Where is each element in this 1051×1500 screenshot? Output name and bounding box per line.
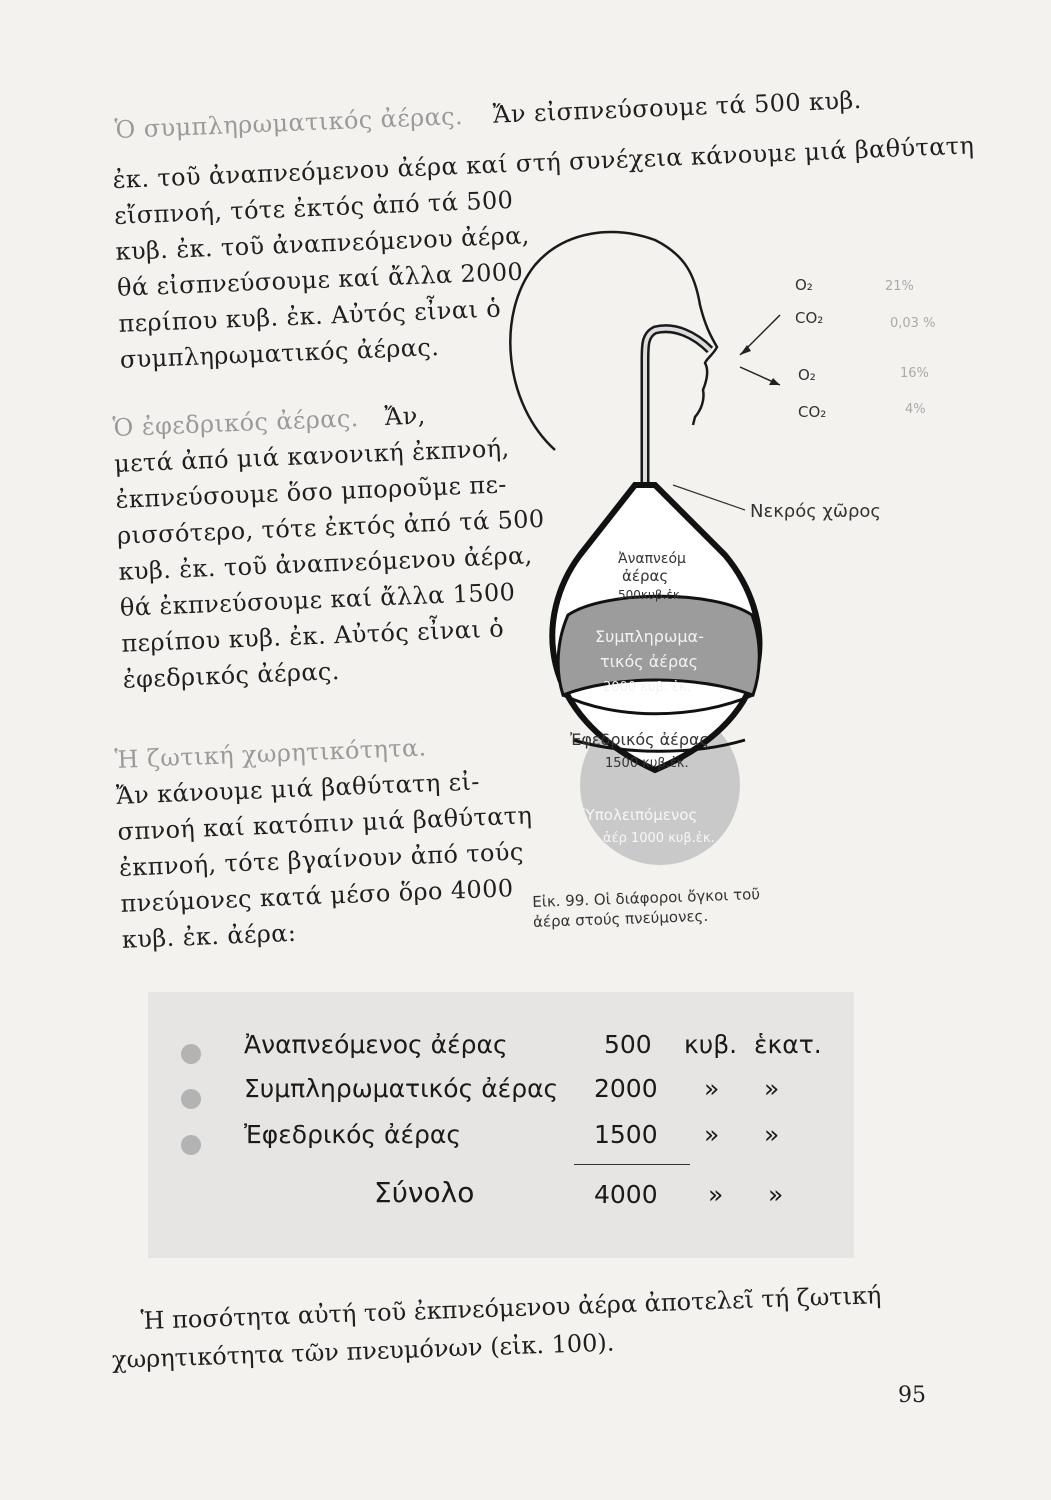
caption-line: Εἰκ. 99. Οἱ διάφοροι ὄγκοι τοῦ [532,885,761,911]
figure-caption [532,882,833,932]
bullet-icon [181,1135,201,1155]
paragraph-line: Ἡ ποσότητα αὐτή τοῦ ἐκπνεόμενου ἀέρα ἀποτελεῖ τή ζωτική [140,1281,882,1335]
paragraph-line: ἐφεδρικός ἀέρας. [122,657,341,694]
row-reserve-unit: » [764,1120,780,1149]
row-complementary-unit: » [704,1074,720,1103]
paragraph-reserve-air [112,394,546,698]
paragraph-text: Ἄν, [384,401,427,432]
row-total-unit: » [708,1180,724,1209]
row-tidal-unit: κυβ. [684,1030,738,1059]
exhaled-o2-label: O₂ [798,366,816,384]
complementary-air-volume: 2000 κυβ. ἐκ. [603,680,691,695]
row-tidal-unit: ἑκατ. [754,1030,822,1059]
tidal-air-label: Ἀναπνεόμ [618,551,686,567]
paragraph-line: μετά ἀπό μιά κανονική ἐκπνοή, [113,434,511,478]
paragraph-line: εἴσπνοή, τότε ἐκτός ἀπό τά 500 [113,185,514,230]
inhaled-co2-value: 0,03 % [890,316,936,331]
inhaled-o2-value: 21% [885,279,914,294]
paragraph-line: ἐκ. τοῦ ἀναπνεόμενου ἀέρα καί στή συνέχεια κάνουμε μιά βαθύτατη [112,131,975,194]
paragraph-line: περίπου κυβ. ἐκ. Αὐτός εἶναι ὁ [117,294,502,338]
paragraph-line: κυβ. ἐκ. ἀέρα: [121,918,297,954]
reserve-air-volume: 1500 κυβ.ἐκ. [605,756,689,771]
tidal-air-label: ἀέρας [622,567,669,585]
dead-space-pointer [673,485,745,510]
paragraph-line: ἐκπνεύσουμε ὅσο μποροῦμε πε- [115,470,508,514]
paragraph-line: ρισσότερο, τότε ἐκτός ἀπό τά 500 [116,504,546,550]
heading-reserve-air: Ὁ ἐφεδρικός ἀέρας. [112,404,360,442]
row-total-name: Σύνολο [374,1176,475,1209]
row-tidal-name: Ἀναπνεόμενος ἀέρας [244,1030,508,1059]
row-total-unit: » [768,1180,784,1209]
paragraph-line: συμπληρωματικός ἀέρας. [119,333,440,374]
paragraph-line: σπνοή καί κατόπιν μιά βαθύτατη [117,801,533,846]
sum-rule [574,1164,690,1165]
paragraph-line: πνεύμονες κατά μέσο ὅρο 4000 [119,874,515,918]
heading-complementary-air: Ὁ συμπληρωματικός ἀέρας. [114,102,464,144]
row-tidal-value: 500 [604,1030,652,1059]
paragraph-text: Ἄν εἰσπνεύσουμε τά 500 κυβ. [492,85,863,129]
summary-box [148,992,854,1258]
row-total-value: 4000 [594,1180,658,1209]
row-reserve-unit: » [704,1120,720,1149]
paragraph-line: κυβ. ἐκ. τοῦ ἀναπνεόμενου ἀέρα, [115,221,531,266]
paragraph-line: ἐκπνοή, τότε βγαίνουν ἀπό τούς [118,837,525,882]
residual-air-label: Ὑπολειπόμενος [583,806,698,824]
complementary-air-label: τικός ἀέρας [600,652,699,671]
exhaled-co2-value: 4% [905,402,926,417]
row-complementary-value: 2000 [594,1074,658,1103]
paragraph-line: χωρητικότητα τῶν πνευμόνων (εἰκ. 100). [111,1328,615,1375]
bullet-icon [181,1044,201,1064]
inhaled-o2-label: O₂ [795,276,813,294]
page-number: 95 [898,1383,926,1408]
bullet-icon [181,1089,201,1109]
reserve-air-label: Ἐφεδρικός ἀέρας [570,730,709,749]
exhaled-co2-label: CO₂ [798,403,827,421]
caption-line: ἀέρα στούς πνεύμονες. [532,906,709,931]
paragraph-vital-capacity [114,726,533,958]
complementary-air-label: Συμπληρωμα- [595,627,704,646]
conclusion-paragraph [111,1274,942,1378]
head-outline [510,232,717,450]
inhaled-co2-label: CO₂ [795,309,824,327]
lung-volumes-diagram [495,195,965,875]
tidal-air-volume: 500κυβ.ἐκ. [618,588,684,602]
row-complementary-name: Συμπληρωματικός ἀέρας [244,1074,559,1103]
heading-vital-capacity: Ἡ ζωτική χωρητικότητα. [114,733,428,774]
paragraph-line: Ἄν κάνουμε μιά βαθύτατη εἰ- [115,767,481,810]
row-reserve-value: 1500 [594,1120,658,1149]
exhaled-o2-value: 16% [900,366,929,381]
paragraph-line: θά εἰσπνεύσουμε καί ἄλλα 2000 [116,257,524,302]
row-complementary-unit: » [764,1074,780,1103]
dead-space-label: Νεκρός χῶρος [750,501,882,522]
paragraph-line: θά ἐκπνεύσουμε καί ἄλλα 1500 [119,577,516,622]
residual-air-volume: ἀέρ 1000 κυβ.ἐκ. [603,831,715,846]
paragraph-line: περίπου κυβ. ἐκ. Αὐτός εἶναι ὁ [120,614,505,658]
row-reserve-name: Ἐφεδρικός ἀέρας [244,1120,462,1149]
paragraph-line: κυβ. ἐκ. τοῦ ἀναπνεόμενου ἀέρα, [117,541,534,586]
